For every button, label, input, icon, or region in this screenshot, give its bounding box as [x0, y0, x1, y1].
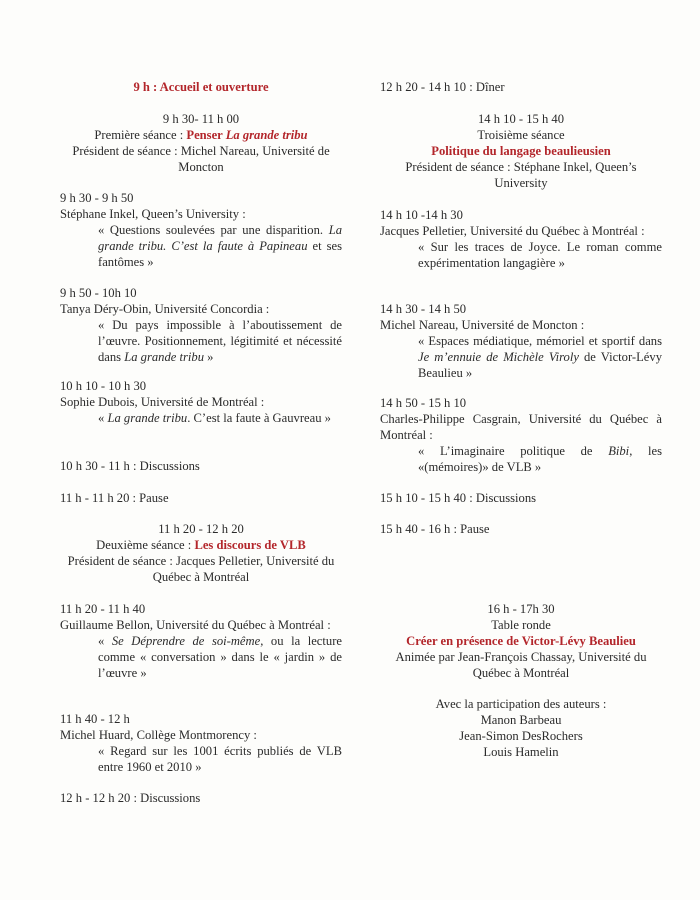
talk-1-title: « Questions soulevées par une disparition. La grande tribu. C’est la faute à Papineau et ses fantômes » [98, 223, 342, 269]
session-3-label: Troisième séance [477, 128, 565, 142]
talk-8-speaker: Charles-Philippe Casgrain, Université du Québec à Montréal : [380, 412, 662, 442]
round-table-host: Animée par Jean-François Chassay, Université du Québec à Montréal [395, 650, 647, 680]
author-name: Louis Hamelin [483, 745, 559, 759]
session-1 [60, 111, 342, 175]
talk-6 [380, 207, 662, 271]
talk-1-time: 9 h 30 - 9 h 50 [60, 191, 134, 205]
round-table-label: Table ronde [491, 618, 551, 632]
talk-5 [60, 711, 342, 775]
talk-7-time: 14 h 30 - 14 h 50 [380, 302, 467, 316]
talk-3 [60, 378, 342, 426]
talk-7 [380, 301, 662, 381]
talk-4-speaker: Guillaume Bellon, Université du Québec à Montréal : [60, 618, 331, 632]
session-3 [380, 111, 662, 191]
session-2-heading: Deuxième séance : Les discours de VLB [96, 538, 306, 552]
authors-intro: Avec la participation des auteurs : [435, 697, 607, 711]
talk-4 [60, 601, 342, 681]
talk-2-time: 9 h 50 - 10h 10 [60, 286, 137, 300]
talk-4-time: 11 h 20 - 11 h 40 [60, 602, 146, 616]
talk-8-time: 14 h 50 - 15 h 10 [380, 396, 467, 410]
discussion-2: 12 h - 12 h 20 : Discussions [60, 791, 201, 805]
talk-6-title: « Sur les traces de Joyce. Le roman comme expérimentation langagière » [418, 240, 662, 270]
session-3-chair: Président de séance : Stéphane Inkel, Queen’s University [405, 160, 637, 190]
session-3-title: Politique du langage beaulieusien [431, 144, 611, 158]
session-2-chair: Président de séance : Jacques Pelletier, Université du Québec à Montréal [67, 554, 335, 584]
session-2-time: 11 h 20 - 12 h 20 [158, 522, 244, 536]
session-1-time: 9 h 30- 11 h 00 [162, 112, 240, 126]
author-name: Jean-Simon DesRochers [459, 729, 583, 743]
talk-7-speaker: Michel Nareau, Université de Moncton : [380, 318, 585, 332]
author-name: Manon Barbeau [480, 713, 562, 727]
talk-6-speaker: Jacques Pelletier, Université du Québec à Montréal : [380, 224, 645, 238]
talk-1-speaker: Stéphane Inkel, Queen’s University : [60, 207, 246, 221]
session-3-time: 14 h 10 - 15 h 40 [477, 112, 565, 126]
round-table-title: Créer en présence de Victor-Lévy Beaulieu [406, 634, 636, 648]
talk-7-title: « Espaces médiatique, mémoriel et sportif dans Je m’ennuie de Michèle Viroly de Victor-Lévy Beaulieu » [418, 334, 662, 380]
talk-6-time: 14 h 10 -14 h 30 [380, 208, 463, 222]
round-table [380, 601, 662, 681]
talk-5-time: 11 h 40 - 12 h [60, 712, 130, 726]
session-2 [60, 521, 342, 585]
pause-1: 11 h - 11 h 20 : Pause [60, 491, 169, 505]
round-table-time: 16 h - 17h 30 [487, 602, 555, 616]
session-1-chair: Président de séance : Michel Nareau, Université de Moncton [72, 144, 330, 174]
talk-3-time: 10 h 10 - 10 h 30 [60, 379, 147, 393]
talk-3-title: « La grande tribu. C’est la faute à Gauvreau » [98, 411, 331, 425]
talk-1 [60, 190, 342, 270]
talk-2-speaker: Tanya Déry-Obin, Université Concordia : [60, 302, 270, 316]
talk-4-title: « Se Déprendre de soi-même, ou la lecture comme « conversation » dans le « jardin » de l’œuvre » [98, 634, 342, 680]
talk-8-title: « L’imaginaire politique de Bibi, les «(mémoires)» de VLB » [418, 444, 662, 474]
talk-2 [60, 285, 342, 365]
talk-8 [380, 395, 662, 475]
session-1-heading: Première séance : Penser La grande tribu [94, 128, 308, 142]
talk-5-speaker: Michel Huard, Collège Montmorency : [60, 728, 257, 742]
discussion-1: 10 h 30 - 11 h : Discussions [60, 459, 200, 473]
authors-block [380, 696, 662, 760]
talk-2-title: « Du pays impossible à l’aboutissement de l’œuvre. Positionnement, légitimité et nécessité dans La grande tribu » [98, 318, 342, 364]
talk-5-title: « Regard sur les 1001 écrits publiés de VLB entre 1960 et 2010 » [98, 744, 342, 774]
discussion-3: 15 h 10 - 15 h 40 : Discussions [380, 491, 537, 505]
pause-2: 15 h 40 - 16 h : Pause [380, 522, 490, 536]
lunch-break: 12 h 20 - 14 h 10 : Dîner [380, 80, 505, 94]
talk-3-speaker: Sophie Dubois, Université de Montréal : [60, 395, 265, 409]
opening-heading: 9 h : Accueil et ouverture [133, 80, 269, 94]
